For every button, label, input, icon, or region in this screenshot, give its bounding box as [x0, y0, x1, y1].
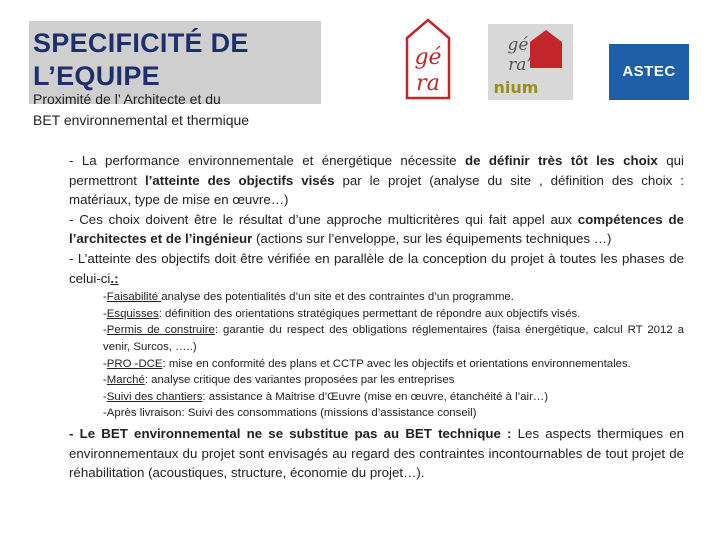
subtitle: [33, 89, 323, 131]
text-run: - La performance environnementale et énergétique nécessite: [69, 153, 465, 168]
phase-item: [103, 389, 684, 406]
phase-label: Suivi des chantiers: [106, 390, 203, 403]
phase-text: : assistance à Maitrise d’Œuvre (mise en œuvre, étanchéité à l’air…): [202, 390, 549, 403]
text-run: qui permettront: [69, 153, 684, 188]
paragraph-bet: [69, 424, 684, 483]
text-bold: compétences de l’architectes et de l’ingénieur: [69, 211, 684, 247]
geranium-logo-text-3: nium: [493, 78, 539, 97]
phase-label: Faisabilité: [106, 291, 162, 304]
phase-item: [103, 289, 684, 306]
phase-text: : mise en conformité des plans et CCTP avec les objectifs et orientations environnementales.: [162, 357, 631, 370]
text-bold-underline: .:: [110, 270, 119, 286]
text-bold: de définir très tôt les choix: [465, 153, 658, 168]
gera-logo-text-2: ra: [416, 71, 440, 96]
phase-text: : analyse critique des variantes proposées par les entreprises: [144, 374, 455, 387]
text-run: Les aspects thermiques en environnementaux du projet sont envisagés au regard des contraintes incontournables de tout projet de réhabilitation (acoustiques, structure, économie du projet…).: [69, 425, 684, 481]
paragraph-performance: [69, 151, 684, 210]
geranium-logo-graphic: [488, 24, 573, 100]
gera-logo: [405, 18, 451, 100]
phase-item: [103, 372, 684, 389]
phase-item: [103, 306, 684, 323]
phase-item: [103, 322, 684, 355]
phases-list: [103, 289, 684, 422]
phase-text: : garantie du respect des obligations réglementaires (faisa énergétique, calcul RT 2012 a venir, Surcos, …..): [103, 324, 685, 353]
phase-prefix: -: [103, 390, 107, 403]
text-bold: - Le BET environnemental ne se substitue pas au BET technique :: [69, 425, 512, 441]
geranium-logo-text-1: gé: [507, 35, 529, 55]
text-run: - L’atteinte des objectifs doit être vérifiée en parallèle de la conception du projet à toutes les phases de celui-ci: [69, 250, 684, 286]
text-run: (actions sur l’enveloppe, sur les équipements techniques …): [252, 231, 612, 247]
geranium-logo-text-2: ra’: [508, 55, 532, 75]
geranium-logo: [488, 24, 573, 100]
astec-logo: [609, 44, 689, 100]
phase-prefix: -: [103, 374, 107, 387]
phase-prefix: -: [103, 324, 107, 337]
phase-item: [103, 405, 684, 422]
gera-logo-text-1: gé: [414, 45, 442, 70]
title-line-1: SPECIFICITÉ DE: [33, 28, 249, 58]
main-content: [69, 151, 684, 483]
paragraph-choices: [69, 210, 684, 249]
phase-item: [103, 356, 684, 373]
text-bold: l’atteinte des objectifs visés: [144, 172, 335, 188]
phase-label: Marché: [106, 374, 145, 387]
phase-label: Permis de construire: [106, 324, 215, 337]
subtitle-line-2: BET environnemental et thermique: [33, 112, 250, 128]
page-title: [33, 27, 249, 93]
phase-prefix: -: [103, 357, 107, 370]
text-run: par le projet (analyse du site , définition des choix : matériaux, type de mise en œuvre…): [69, 172, 684, 208]
gera-logo-graphic: [405, 18, 451, 100]
phase-label: Esquisses: [106, 307, 159, 320]
phase-text: : définition des orientations stratégiques permettant de répondre aux objectifs visés.: [158, 307, 581, 320]
paragraph-objectives: [69, 249, 684, 288]
phase-prefix: -: [103, 307, 107, 320]
phase-label: PRO -DCE: [106, 357, 163, 370]
phase-prefix: -: [103, 407, 107, 420]
phase-text: Après livraison: Suivi des consommations (missions d’assistance conseil): [106, 407, 477, 420]
phase-text: analyse des potentialités d’un site et des contraintes d’un programme.: [161, 291, 514, 304]
text-run: - Ces choix doivent être le résultat d’une approche multicritères qui fait appel aux: [69, 211, 578, 227]
phase-prefix: -: [103, 291, 107, 304]
astec-logo-text: ASTEC: [622, 63, 676, 80]
title-line-2: L’EQUIPE: [33, 61, 160, 91]
subtitle-line-1: Proximité de l’ Architecte et du: [33, 91, 221, 107]
